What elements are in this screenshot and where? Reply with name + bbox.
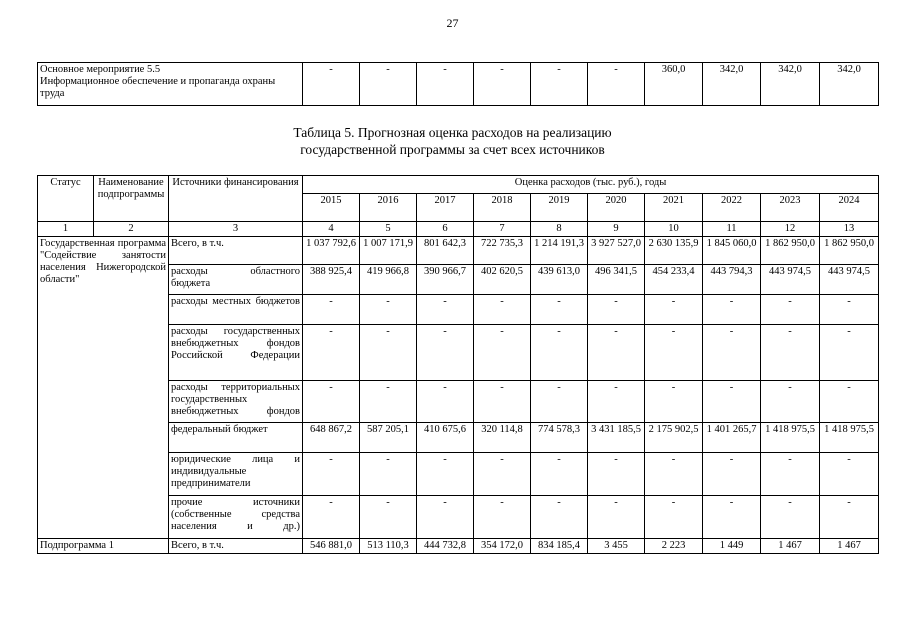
value-cell: - bbox=[417, 63, 474, 106]
column-number: 7 bbox=[474, 222, 531, 237]
source-label: Всего, в т.ч. bbox=[169, 237, 303, 265]
value-cell: 1 418 975,5 bbox=[820, 423, 879, 453]
value-cell: - bbox=[703, 325, 761, 381]
year-header: 2022 bbox=[703, 194, 761, 222]
column-number: 11 bbox=[703, 222, 761, 237]
table-row bbox=[38, 63, 879, 106]
value-cell: - bbox=[474, 381, 531, 423]
page-number: 27 bbox=[446, 16, 459, 30]
column-number: 12 bbox=[761, 222, 820, 237]
value-cell: - bbox=[588, 496, 645, 539]
value-cell: - bbox=[303, 453, 360, 496]
value-cell: 320 114,8 bbox=[474, 423, 531, 453]
value-cell: - bbox=[360, 325, 417, 381]
value-cell: - bbox=[474, 295, 531, 325]
value-cell: - bbox=[303, 496, 360, 539]
value-cell: - bbox=[703, 295, 761, 325]
value-cell: - bbox=[820, 295, 879, 325]
value-cell: - bbox=[531, 453, 588, 496]
value-cell: - bbox=[588, 453, 645, 496]
value-cell: - bbox=[588, 381, 645, 423]
value-cell: 496 341,5 bbox=[588, 265, 645, 295]
source-label: расходы областного бюджета bbox=[169, 265, 303, 295]
column-number: 4 bbox=[303, 222, 360, 237]
value-cell: 388 925,4 bbox=[303, 265, 360, 295]
value-cell: - bbox=[820, 453, 879, 496]
column-number: 8 bbox=[531, 222, 588, 237]
value-cell: - bbox=[417, 325, 474, 381]
header-subprogram-name: Наименование подпрограммы bbox=[94, 176, 169, 222]
table-row bbox=[38, 539, 879, 554]
column-number-row bbox=[38, 222, 879, 237]
value-cell: - bbox=[588, 325, 645, 381]
year-header: 2024 bbox=[820, 194, 879, 222]
value-cell: 722 735,3 bbox=[474, 237, 531, 265]
row-label-line: Основное мероприятие 5.5 bbox=[40, 64, 161, 75]
program-status: Государственная программа "Содействие занятости населения Нижегородской области" bbox=[38, 237, 169, 539]
subprogram-status: Подпрограмма 1 bbox=[38, 539, 169, 554]
year-header: 2017 bbox=[417, 194, 474, 222]
value-cell: 2 223 bbox=[645, 539, 703, 554]
value-cell: 354 172,0 bbox=[474, 539, 531, 554]
value-cell: 801 642,3 bbox=[417, 237, 474, 265]
value-cell: 1 449 bbox=[703, 539, 761, 554]
column-number: 10 bbox=[645, 222, 703, 237]
expenses-table bbox=[37, 175, 879, 554]
source-label: прочие источники (собственные средства населения и др.) bbox=[169, 496, 303, 539]
column-number: 9 bbox=[588, 222, 645, 237]
value-cell: 443 974,5 bbox=[820, 265, 879, 295]
value-cell: - bbox=[360, 453, 417, 496]
row-label bbox=[38, 63, 303, 106]
value-cell: - bbox=[761, 381, 820, 423]
value-cell: 1 862 950,0 bbox=[820, 237, 879, 265]
value-cell: 1 418 975,5 bbox=[761, 423, 820, 453]
year-header: 2015 bbox=[303, 194, 360, 222]
value-cell: - bbox=[531, 381, 588, 423]
value-cell: 439 613,0 bbox=[531, 265, 588, 295]
value-cell: - bbox=[474, 453, 531, 496]
value-cell: - bbox=[360, 381, 417, 423]
column-number: 5 bbox=[360, 222, 417, 237]
value-cell: 1 862 950,0 bbox=[761, 237, 820, 265]
value-cell: - bbox=[588, 295, 645, 325]
source-label: юридические лица и индивидуальные предприниматели bbox=[169, 453, 303, 496]
value-cell: - bbox=[703, 453, 761, 496]
value-cell: - bbox=[645, 325, 703, 381]
header-estimate: Оценка расходов (тыс. руб.), годы bbox=[303, 176, 879, 194]
value-cell: 410 675,6 bbox=[417, 423, 474, 453]
value-cell: 1 007 171,9 bbox=[360, 237, 417, 265]
value-cell: - bbox=[703, 381, 761, 423]
value-cell: - bbox=[820, 325, 879, 381]
value-cell: 1 401 265,7 bbox=[703, 423, 761, 453]
value-cell: 342,0 bbox=[761, 63, 820, 106]
value-cell: - bbox=[588, 63, 645, 106]
value-cell: - bbox=[820, 496, 879, 539]
value-cell: 1 214 191,3 bbox=[531, 237, 588, 265]
value-cell: - bbox=[531, 496, 588, 539]
value-cell: 1 037 792,6 bbox=[303, 237, 360, 265]
value-cell: 2 175 902,5 bbox=[645, 423, 703, 453]
year-header: 2023 bbox=[761, 194, 820, 222]
continuation-table bbox=[37, 62, 879, 106]
value-cell: - bbox=[303, 325, 360, 381]
value-cell: 342,0 bbox=[703, 63, 761, 106]
value-cell: - bbox=[417, 381, 474, 423]
value-cell: - bbox=[474, 496, 531, 539]
value-cell: 2 630 135,9 bbox=[645, 237, 703, 265]
value-cell: - bbox=[474, 63, 531, 106]
value-cell: 360,0 bbox=[645, 63, 703, 106]
value-cell: - bbox=[303, 63, 360, 106]
value-cell: - bbox=[645, 453, 703, 496]
value-cell: - bbox=[645, 295, 703, 325]
value-cell: 774 578,3 bbox=[531, 423, 588, 453]
value-cell: 546 881,0 bbox=[303, 539, 360, 554]
value-cell: 513 110,3 bbox=[360, 539, 417, 554]
value-cell: 402 620,5 bbox=[474, 265, 531, 295]
header-row bbox=[38, 176, 879, 194]
value-cell: 3 431 185,5 bbox=[588, 423, 645, 453]
column-number: 3 bbox=[169, 222, 303, 237]
value-cell: 390 966,7 bbox=[417, 265, 474, 295]
value-cell: - bbox=[360, 496, 417, 539]
value-cell: - bbox=[531, 63, 588, 106]
value-cell: 3 455 bbox=[588, 539, 645, 554]
source-label: федеральный бюджет bbox=[169, 423, 303, 453]
value-cell: - bbox=[417, 496, 474, 539]
year-header: 2019 bbox=[531, 194, 588, 222]
source-label: расходы территориальных государственных внебюджетных фондов bbox=[169, 381, 303, 423]
table-row bbox=[38, 237, 879, 265]
value-cell: - bbox=[474, 325, 531, 381]
value-cell: - bbox=[645, 381, 703, 423]
value-cell: 1 467 bbox=[820, 539, 879, 554]
value-cell: 444 732,8 bbox=[417, 539, 474, 554]
year-header: 2020 bbox=[588, 194, 645, 222]
table-caption-line: государственной программы за счет всех источников bbox=[300, 142, 605, 157]
value-cell: - bbox=[761, 295, 820, 325]
source-label: Всего, в т.ч. bbox=[169, 539, 303, 554]
value-cell: - bbox=[761, 453, 820, 496]
value-cell: - bbox=[303, 295, 360, 325]
header-status: Статус bbox=[38, 176, 94, 222]
table-caption-line: Таблица 5. Прогнозная оценка расходов на реализацию bbox=[293, 125, 612, 140]
value-cell: 1 845 060,0 bbox=[703, 237, 761, 265]
value-cell: - bbox=[761, 325, 820, 381]
column-number: 6 bbox=[417, 222, 474, 237]
value-cell: - bbox=[703, 496, 761, 539]
value-cell: 3 927 527,0 bbox=[588, 237, 645, 265]
year-header: 2018 bbox=[474, 194, 531, 222]
row-label-line: Информационное обеспечение и пропаганда охраны труда bbox=[40, 76, 276, 99]
value-cell: 834 185,4 bbox=[531, 539, 588, 554]
column-number: 13 bbox=[820, 222, 879, 237]
header-sources: Источники финансирования bbox=[169, 176, 303, 222]
source-label: расходы государственных внебюджетных фондов Российской Федерации bbox=[169, 325, 303, 381]
value-cell: 419 966,8 bbox=[360, 265, 417, 295]
value-cell: - bbox=[531, 295, 588, 325]
value-cell: - bbox=[303, 381, 360, 423]
column-number: 1 bbox=[38, 222, 94, 237]
source-label: расходы местных бюджетов bbox=[169, 295, 303, 325]
year-header: 2016 bbox=[360, 194, 417, 222]
column-number: 2 bbox=[94, 222, 169, 237]
value-cell: 454 233,4 bbox=[645, 265, 703, 295]
value-cell: 648 867,2 bbox=[303, 423, 360, 453]
value-cell: - bbox=[417, 295, 474, 325]
value-cell: 443 974,5 bbox=[761, 265, 820, 295]
year-header: 2021 bbox=[645, 194, 703, 222]
value-cell: - bbox=[761, 496, 820, 539]
value-cell: 587 205,1 bbox=[360, 423, 417, 453]
value-cell: 443 794,3 bbox=[703, 265, 761, 295]
value-cell: - bbox=[360, 295, 417, 325]
value-cell: 342,0 bbox=[820, 63, 879, 106]
value-cell: - bbox=[360, 63, 417, 106]
value-cell: - bbox=[417, 453, 474, 496]
value-cell: - bbox=[645, 496, 703, 539]
value-cell: - bbox=[531, 325, 588, 381]
value-cell: 1 467 bbox=[761, 539, 820, 554]
value-cell: - bbox=[820, 381, 879, 423]
